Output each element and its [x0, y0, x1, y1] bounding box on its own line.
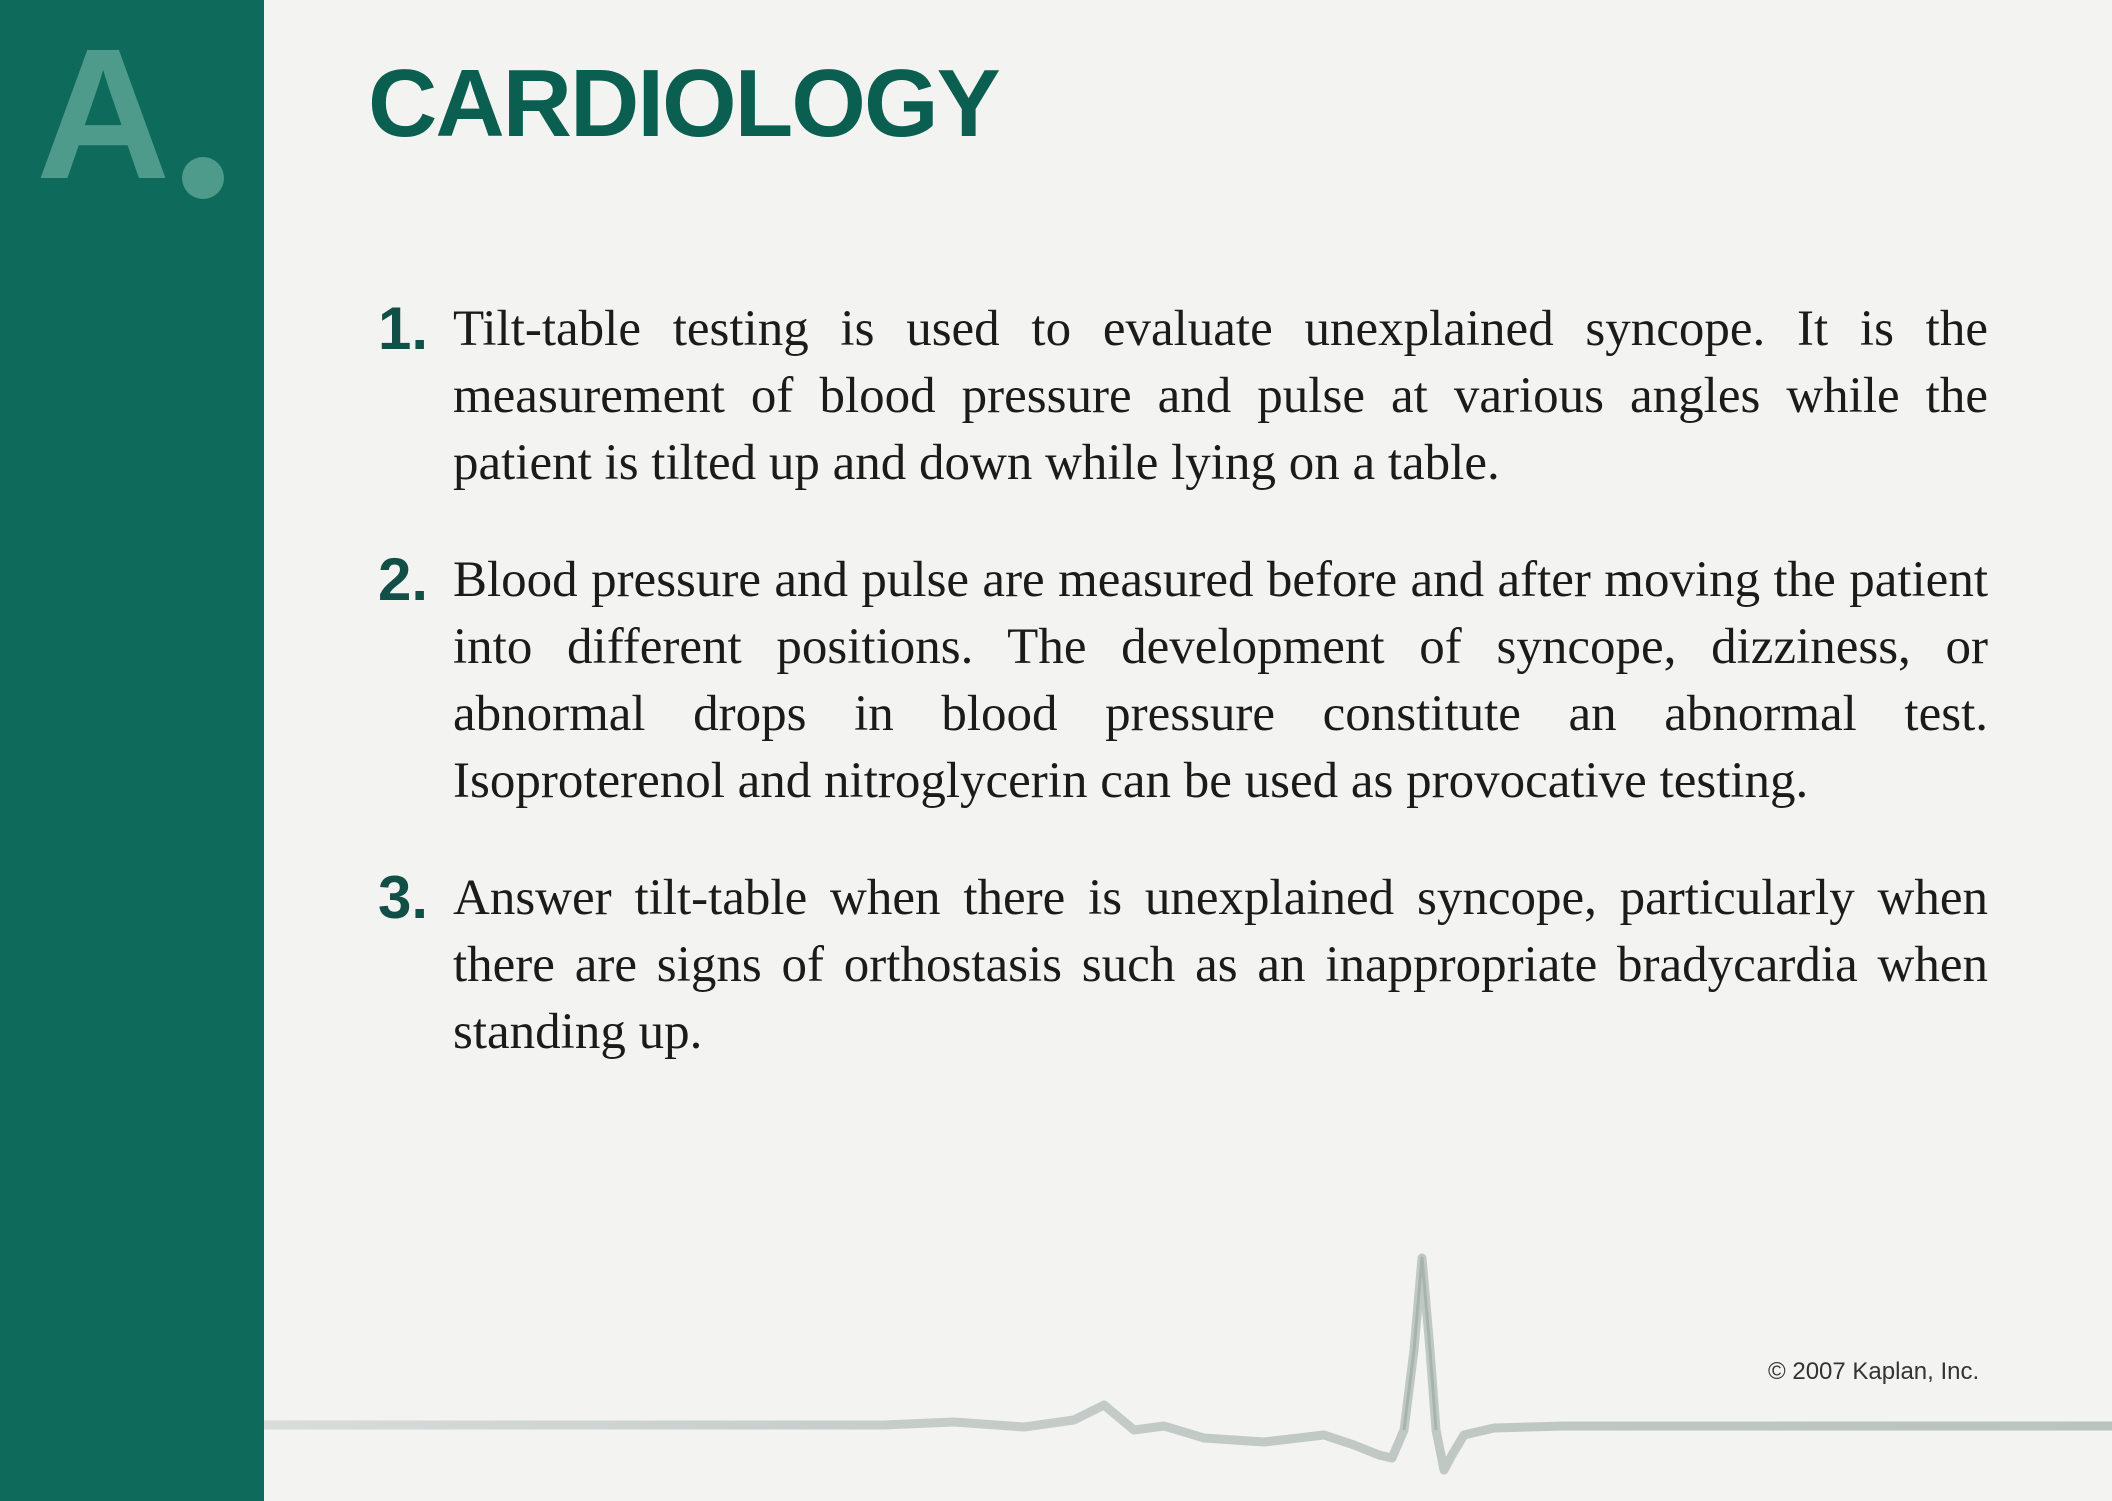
item-text: Tilt-table testing is used to evaluate unexplained syncope. It is the measurement of blood pressure and pulse at various angles while the patient is tilted up and down while lying on a table.: [453, 301, 1988, 491]
section-letter-dot: [182, 157, 224, 199]
item-number: 3.: [378, 864, 429, 931]
copyright-notice: © 2007 Kaplan, Inc.: [1768, 1358, 1980, 1385]
page-title: CARDIOLOGY: [368, 50, 999, 157]
item-number: 1.: [378, 295, 429, 362]
list-item: [378, 296, 1988, 497]
item-list: [378, 296, 1988, 1116]
item-number: 2.: [378, 546, 429, 613]
item-text: Answer tilt-table when there is unexplained syncope, particularly when there are signs of orthostasis such as an inappropriate bradycardia when standing up.: [453, 870, 1988, 1060]
section-letter: A: [36, 11, 165, 218]
item-text: Blood pressure and pulse are measured before and after moving the patient into different positions. The development of syncope, dizziness, or abnormal drops in blood pressure constitute an abnormal test. Isoproterenol and nitroglycerin can be used as provocative testing.: [453, 552, 1988, 809]
section-sidebar: [0, 0, 264, 1501]
list-item: [378, 547, 1988, 815]
list-item: [378, 865, 1988, 1066]
